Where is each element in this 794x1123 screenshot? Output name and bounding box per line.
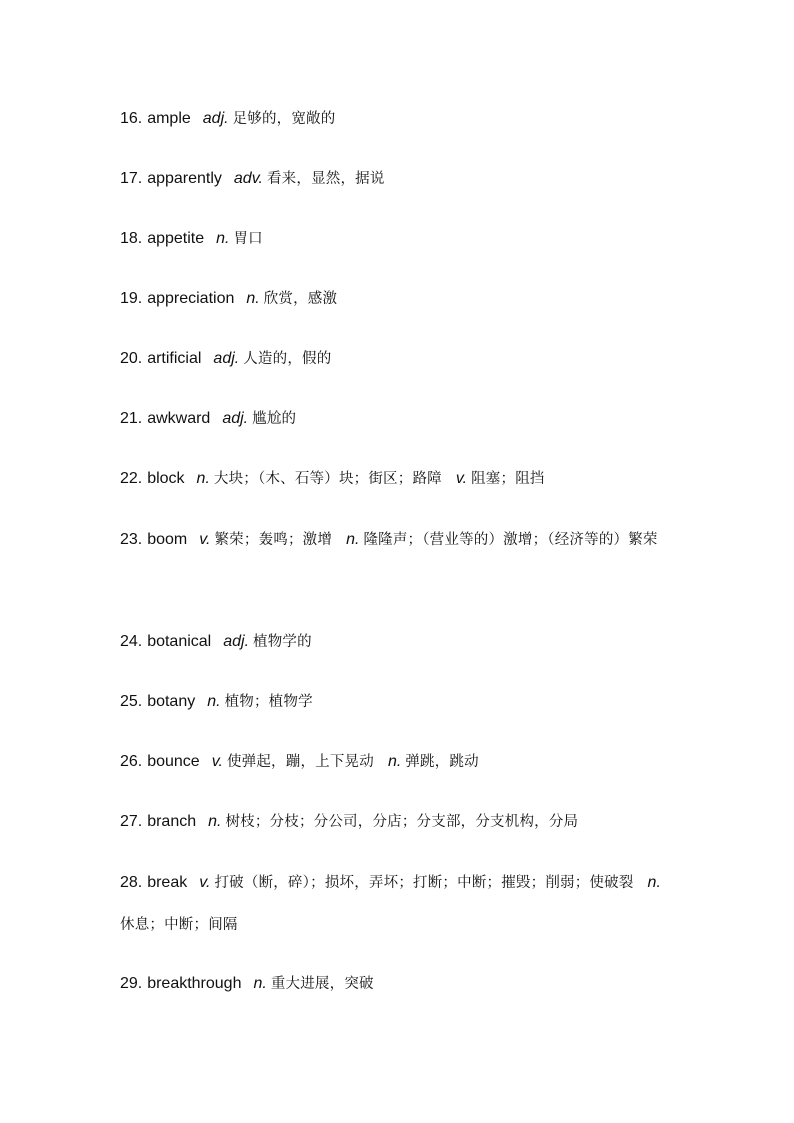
- entry-word: break: [147, 874, 188, 891]
- entry-number: 29.: [120, 975, 143, 992]
- vocab-entry-26: [120, 741, 675, 783]
- entry-word: branch: [147, 813, 197, 830]
- entry-meaning: 植物；植物学: [224, 694, 313, 710]
- vocab-entry-17: [120, 158, 675, 200]
- part-of-speech: v.: [455, 470, 468, 487]
- part-of-speech: adj.: [223, 633, 250, 650]
- entry-number: 26.: [120, 753, 143, 770]
- entry-meaning: 打破（断，碎）；损坏，弄坏；打断；中断；摧毁；削弱；使破裂: [214, 875, 634, 891]
- entry-meaning: 看来，显然，据说: [266, 171, 385, 187]
- vocab-entry-20: [120, 338, 675, 380]
- part-of-speech: n.: [207, 693, 221, 710]
- vocab-entry-21: [120, 398, 675, 440]
- vocab-entry-16: [120, 98, 675, 140]
- vocab-entry-23: [120, 519, 675, 561]
- entry-number: 21.: [120, 410, 143, 427]
- part-of-speech: adj.: [222, 410, 249, 427]
- entry-meaning: 休息；中断；间隔: [120, 917, 238, 933]
- part-of-speech: adj.: [213, 350, 240, 367]
- entry-number: 25.: [120, 693, 143, 710]
- entry-number: 28.: [120, 874, 143, 891]
- entry-word: awkward: [147, 410, 211, 427]
- part-of-speech: adv.: [233, 170, 263, 187]
- entry-word: appreciation: [147, 290, 235, 307]
- entry-number: 16.: [120, 110, 143, 127]
- part-of-speech: v.: [199, 531, 211, 548]
- vocab-entry-29: [120, 963, 675, 1005]
- entry-meaning: 人造的，假的: [243, 351, 332, 367]
- entry-word: block: [147, 470, 185, 487]
- entry-meaning: 尴尬的: [252, 411, 297, 427]
- part-of-speech: n.: [387, 753, 402, 770]
- entry-word: botanical: [147, 633, 212, 650]
- entry-word: artificial: [147, 350, 202, 367]
- entry-meaning: 阻塞；阻挡: [471, 471, 545, 487]
- entry-meaning: 繁荣；轰鸣；激增: [214, 532, 333, 548]
- entry-number: 23.: [120, 531, 143, 548]
- entry-word: ample: [147, 110, 191, 127]
- entry-meaning: 重大进展，突破: [270, 976, 374, 992]
- entry-meaning: 树枝；分枝；分公司，分店；分支部，分支机构，分局: [225, 814, 579, 830]
- entry-number: 17.: [120, 170, 143, 187]
- part-of-speech: n.: [196, 470, 210, 487]
- part-of-speech: n.: [246, 290, 260, 307]
- entry-number: 19.: [120, 290, 143, 307]
- entry-word: bounce: [147, 753, 200, 770]
- entry-number: 22.: [120, 470, 143, 487]
- entry-meaning: 弹跳，跳动: [405, 754, 479, 770]
- entry-meaning: 欣赏，感激: [263, 291, 338, 307]
- part-of-speech: adj.: [202, 110, 229, 127]
- part-of-speech: n.: [216, 230, 230, 247]
- part-of-speech: v.: [211, 753, 223, 770]
- entry-word: botany: [147, 693, 196, 710]
- vocab-entry-25: [120, 681, 675, 723]
- entry-meaning: 植物学的: [253, 634, 312, 650]
- entry-meaning: 大块；（木、石等）块；街区；路障: [213, 471, 442, 487]
- vocab-entry-28: [120, 862, 675, 946]
- entry-meaning: 足够的，宽敞的: [232, 111, 336, 127]
- entry-word: boom: [147, 531, 188, 548]
- entry-number: 24.: [120, 633, 143, 650]
- part-of-speech: n.: [208, 813, 222, 830]
- entry-meaning: 胃口: [233, 231, 263, 247]
- entry-number: 18.: [120, 230, 143, 247]
- entry-word: breakthrough: [147, 975, 242, 992]
- entry-number: 20.: [120, 350, 143, 367]
- part-of-speech: n.: [647, 874, 661, 891]
- entry-meaning: 使弹起，蹦，上下晃动: [226, 754, 374, 770]
- entry-number: 27.: [120, 813, 143, 830]
- part-of-speech: n.: [253, 975, 267, 992]
- vocab-entry-19: [120, 278, 675, 320]
- vocab-entry-18: [120, 218, 675, 260]
- entry-word: apparently: [147, 170, 222, 187]
- vocab-entry-24: [120, 621, 675, 663]
- entry-word: appetite: [147, 230, 205, 247]
- entry-meaning: 隆隆声；（营业等的）激增；（经济等的）繁荣: [363, 532, 658, 548]
- part-of-speech: v.: [199, 874, 211, 891]
- vocab-entry-27: [120, 801, 675, 843]
- vocab-entry-22: [120, 458, 675, 500]
- part-of-speech: n.: [346, 531, 360, 548]
